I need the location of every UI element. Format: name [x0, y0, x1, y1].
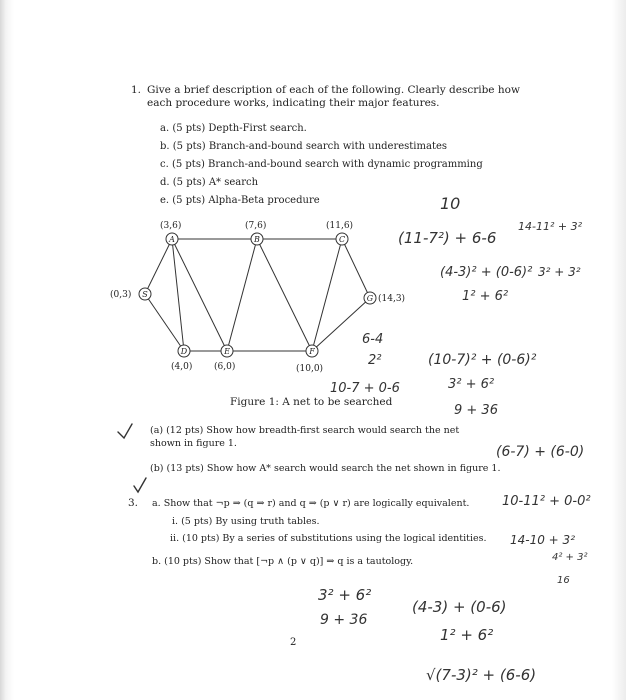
- question-3-number: 3.: [128, 497, 139, 509]
- question-3a: a. Show that ¬p ⇒ (q ⇒ r) and q ⇒ (p ∨ r) are logically equivalent.: [152, 498, 470, 509]
- handwritten-note-12: 9 + 36: [454, 403, 498, 418]
- handwritten-note-9: (10-7)² + (0-6)²: [428, 352, 537, 368]
- node-b-label: B: [254, 235, 260, 244]
- question-3b: b. (10 pts) Show that [¬p ∧ (p ∨ q)] ⇒ q is a tautology.: [152, 556, 414, 567]
- handwritten-note-20: 1² + 6²: [440, 626, 494, 644]
- question-3a-i: i. (5 pts) By using truth tables.: [172, 516, 320, 527]
- question-1-item-e: e. (5 pts) Alpha-Beta procedure: [160, 195, 320, 206]
- node-f-coord: (10,0): [296, 364, 324, 374]
- handwritten-note-22: √(7-3)² + (6-6): [426, 666, 537, 684]
- question-1-item-d: d. (5 pts) A* search: [160, 177, 259, 188]
- handwritten-note-1: 10: [440, 194, 461, 213]
- node-c-label: C: [338, 235, 346, 244]
- node-a-coord: (3,6): [160, 221, 182, 231]
- node-b-coord: (7,6): [245, 221, 267, 231]
- page-number: 2: [290, 637, 297, 648]
- node-g-label: G: [366, 294, 374, 303]
- handwritten-note-19: (4-3) + (0-6): [412, 598, 507, 616]
- question-1-item-a: a. (5 pts) Depth-First search.: [160, 123, 307, 134]
- figure-caption: Figure 1: A net to be searched: [230, 396, 393, 408]
- handwritten-note-2: (11-7²) + 6-6: [398, 229, 497, 247]
- handwritten-note-4: (4-3)² + (0-6)²: [440, 265, 533, 280]
- handwritten-note-17: 3² + 6²: [318, 586, 372, 604]
- handwritten-note-10: 3² + 6²: [448, 377, 495, 392]
- node-d-label: D: [180, 347, 188, 356]
- node-a-label: A: [169, 235, 175, 244]
- handwritten-note-6: 1² + 6²: [462, 289, 509, 304]
- question-2b: (b) (13 pts) Show how A* search would search the net shown in figure 1.: [150, 463, 501, 474]
- handwritten-note-13: (6-7) + (6-0): [496, 444, 585, 460]
- question-1-item-b: b. (5 pts) Branch-and-bound search with underestimates: [160, 141, 448, 152]
- checkmark-icon: [118, 424, 132, 438]
- handwritten-note-3: 14-11² + 3²: [518, 220, 582, 233]
- handwritten-note-5: 3² + 3²: [538, 265, 581, 279]
- node-d-coord: (4,0): [171, 362, 193, 372]
- handwritten-note-15: 14-10 + 3²: [510, 533, 575, 547]
- handwritten-note-8: 2²: [368, 353, 382, 368]
- handwritten-note-14: 10-11² + 0-0²: [502, 494, 591, 509]
- handwritten-note-16: 4² + 3²: [552, 552, 588, 563]
- node-s-label: S: [142, 290, 148, 299]
- question-3a-ii: ii. (10 pts) By a series of substitutions using the logical identities.: [170, 533, 487, 544]
- node-s-coord: (0,3): [110, 290, 132, 300]
- question-2a: (a) (12 pts) Show how breadth-first search would search the net shown in figure 1.: [150, 425, 460, 449]
- question-1-item-c: c. (5 pts) Branch-and-bound search with dynamic programming: [160, 159, 483, 170]
- checkmark-icon-2: [134, 478, 146, 492]
- node-f-label: F: [309, 347, 315, 356]
- handwritten-note-18: 9 + 36: [320, 612, 368, 628]
- node-e-coord: (6,0): [214, 362, 236, 372]
- handwritten-note-11: 10-7 + 0-6: [330, 381, 400, 396]
- node-e-label: E: [224, 347, 230, 356]
- node-c-coord: (11,6): [326, 221, 354, 231]
- question-1-prompt: Give a brief description of each of the following. Clearly describe how each procedure works, indicating their major features.: [147, 84, 520, 109]
- node-g-coord: (14,3): [378, 294, 406, 304]
- handwritten-note-7: 6-4: [362, 332, 384, 347]
- handwritten-note-21: 16: [557, 575, 570, 586]
- question-1-number: 1.: [131, 84, 142, 96]
